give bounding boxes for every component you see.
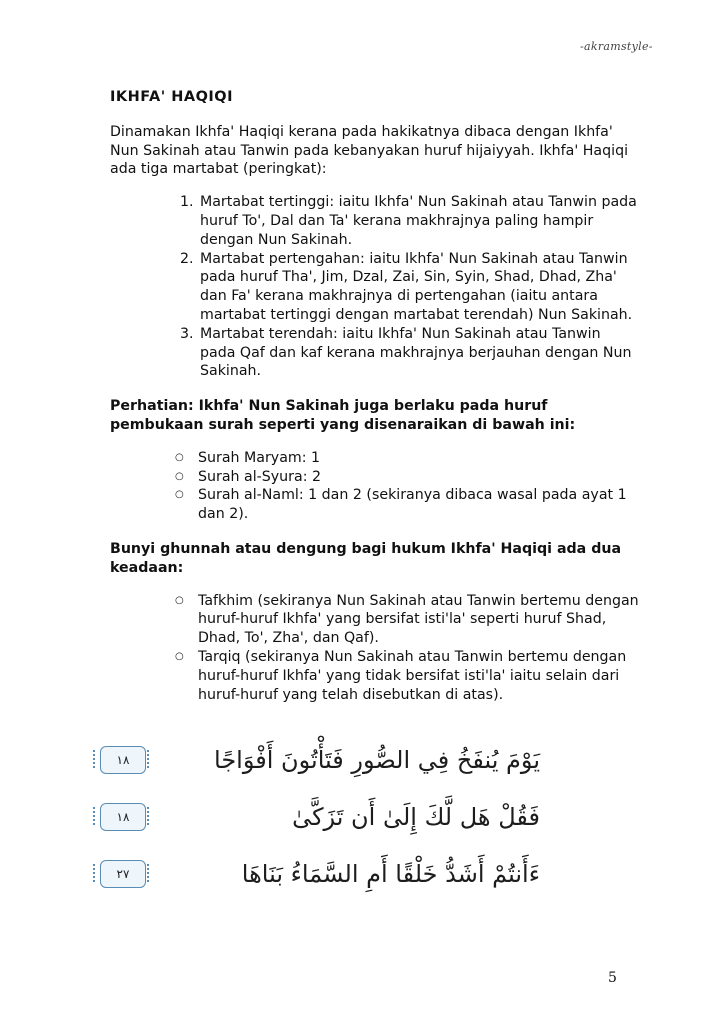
bullet-icon: ○ xyxy=(175,594,184,606)
list-item: 3. Martabat terendah: iaitu Ikhfa' Nun Sakinah atau Tanwin pada Qaf dan kaf kerana makhrajnya berjauhan dengan Nun Sakinah. xyxy=(198,325,640,381)
list-item: ○ Tarqiq (sekiranya Nun Sakinah atau Tanwin bertemu dengan huruf-huruf Ikhfa' yang tidak bersifat isti'la' iaitu selain dari huruf-huruf yang telah disebutkan di atas). xyxy=(175,648,627,703)
verse-line xyxy=(100,854,540,902)
verse-text: فَقُلْ هَل لَّكَ إِلَىٰ أَن تَزَكَّىٰ xyxy=(292,803,540,831)
ghunnah-list xyxy=(110,592,640,705)
surah-list xyxy=(110,449,640,524)
page-number: 5 xyxy=(608,970,617,986)
bullet-icon: ○ xyxy=(175,451,184,463)
ghunnah-heading: Bunyi ghunnah atau dengung bagi hukum Ikhfa' Haqiqi ada dua keadaan: xyxy=(110,540,622,576)
verse-number-marker: ١٨ xyxy=(100,746,146,774)
verse-line xyxy=(100,740,540,788)
bullet-icon: ○ xyxy=(175,470,184,482)
intro-paragraph: Dinamakan Ikhfa' Haqiqi kerana pada hakikatnya dibaca dengan Ikhfa' Nun Sakinah atau Tanwin pada kebanyakan huruf hijaiyyah. Ikhfa' Haqiqi ada tiga martabat (peringkat): xyxy=(110,123,629,178)
verse-number-marker: ١٨ xyxy=(100,803,146,831)
list-item: ○ Surah al-Syura: 2 xyxy=(175,468,322,485)
watermark: -akramstyle- xyxy=(580,40,653,53)
verse-text: يَوْمَ يُنفَخُ فِي الصُّورِ فَتَأْتُونَ أَفْوَاجًا xyxy=(214,746,540,774)
levels-list xyxy=(110,193,640,381)
bullet-icon: ○ xyxy=(175,650,184,662)
note-paragraph: Perhatian: Ikhfa' Nun Sakinah juga berlaku pada huruf pembukaan surah seperti yang disenaraikan di bawah ini: xyxy=(110,398,576,433)
list-item: ○ Surah Maryam: 1 xyxy=(175,449,321,466)
verse-text: ءَأَنتُمْ أَشَدُّ خَلْقًا أَمِ السَّمَاءُ بَنَاهَا xyxy=(241,860,540,888)
verse-number-marker: ٢٧ xyxy=(100,860,146,888)
document-body xyxy=(110,88,640,720)
quran-verses-image xyxy=(100,740,540,911)
list-item: ○ Surah al-Naml: 1 dan 2 (sekiranya dibaca wasal pada ayat 1 dan 2). xyxy=(175,487,627,523)
list-item: ○ Tafkhim (sekiranya Nun Sakinah atau Tanwin bertemu dengan huruf-huruf Ikhfa' yang bersifat isti'la' seperti huruf Shad, Dhad, To', Zha', dan Qaf). xyxy=(175,592,639,647)
list-item: 1. Martabat tertinggi: iaitu Ikhfa' Nun Sakinah atau Tanwin pada huruf To', Dal dan Ta' kerana makhrajnya paling hampir dengan Nun Sakinah. xyxy=(198,193,640,249)
list-item: 2. Martabat pertengahan: iaitu Ikhfa' Nun Sakinah atau Tanwin pada huruf Tha', Jim, Dzal, Zai, Sin, Syin, Shad, Dhad, Zha' dan Fa' kerana makhrajnya di pertengahan (iaitu antara martabat tertinggi dengan martabat terendah) Nun Sakinah. xyxy=(198,250,640,325)
verse-line xyxy=(100,797,540,845)
bullet-icon: ○ xyxy=(175,489,184,501)
page-title: IKHFA' HAQIQI xyxy=(110,89,234,105)
